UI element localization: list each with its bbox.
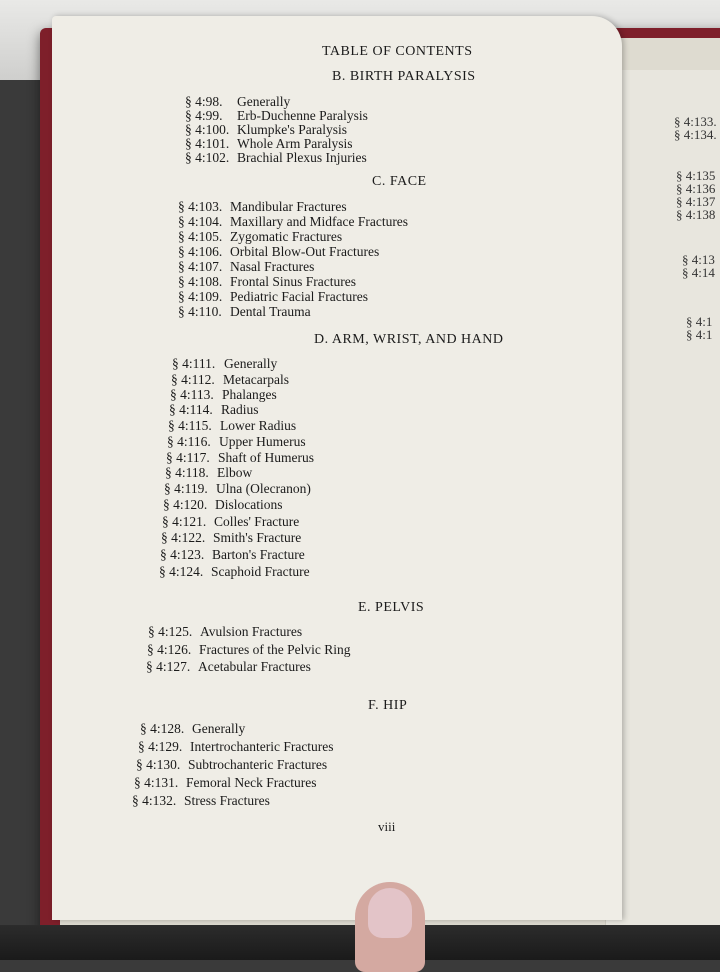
toc-entry: § 4:103. Mandibular Fractures [178,199,347,214]
right-page-fragment: § 4:136 [676,181,716,196]
toc-entry: § 4:113. Phalanges [170,387,277,402]
toc-entry: § 4:130. Subtrochanteric Fractures [136,757,328,772]
toc-entry: § 4:126. Fractures of the Pelvic Ring [147,642,351,657]
toc-entry: § 4:121. Colles' Fracture [162,514,300,529]
section-heading-face: C. FACE [372,174,427,189]
toc-entry: § 4:120. Dislocations [163,497,283,512]
section-heading-birth-paralysis: B. BIRTH PARALYSIS [332,69,476,84]
right-page-fragment: § 4:138 [676,207,716,222]
section-heading-pelvis: E. PELVIS [358,600,425,615]
right-page-fragment: § 4:1 [686,314,713,329]
right-page [605,70,720,930]
toc-entry: § 4:104. Maxillary and Midface Fractures [178,214,409,229]
toc-entry: § 4:106. Orbital Blow-Out Fractures [178,244,380,259]
toc-entry: § 4:112. Metacarpals [171,372,289,387]
toc-entry: § 4:101. Whole Arm Paralysis [185,136,353,151]
toc-entry: § 4:127. Acetabular Fractures [146,659,311,674]
toc-entry: § 4:110. Dental Trauma [178,304,311,319]
toc-entry: § 4:118. Elbow [165,465,253,480]
toc-entry: § 4:117. Shaft of Humerus [166,450,314,465]
toc-entry: § 4:99. Erb-Duchenne Paralysis [185,108,368,123]
toc-entry: § 4:105. Zygomatic Fractures [178,229,343,244]
toc-entry: § 4:107. Nasal Fractures [178,259,315,274]
toc-entry: § 4:124. Scaphoid Fracture [159,564,310,579]
toc-entry: § 4:100. Klumpke's Paralysis [185,122,348,137]
toc-entry: § 4:132. Stress Fractures [132,793,270,808]
right-page-fragment: § 4:14 [682,265,715,280]
section-heading-hip: F. HIP [368,698,408,713]
right-page-fragment: § 4:134. [674,127,717,142]
toc-entry: § 4:114. Radius [169,402,259,417]
toc-entry: § 4:123. Barton's Fracture [160,547,305,562]
toc-page [52,16,622,920]
right-page-fragment: § 4:13 [682,252,715,267]
page-title: TABLE OF CONTENTS [322,44,473,59]
toc-entry: § 4:115. Lower Radius [168,418,297,433]
right-page-fragment: § 4:1 [686,327,713,342]
toc-entry: § 4:98. Generally [185,94,291,109]
toc-entry: § 4:102. Brachial Plexus Injuries [185,150,367,165]
toc-entry: § 4:122. Smith's Fracture [161,530,302,545]
toc-entry: § 4:129. Intertrochanteric Fractures [138,739,334,754]
right-page-fragment: § 4:135 [676,168,716,183]
right-page-fragment: § 4:133. [674,114,717,129]
page-number: viii [378,819,396,834]
right-page-fragment: § 4:137 [676,194,716,209]
toc-entry: § 4:116. Upper Humerus [167,434,306,449]
thumbnail-nail [368,888,412,938]
section-heading-arm-wrist-hand: D. ARM, WRIST, AND HAND [314,332,504,347]
toc-entry: § 4:111. Generally [172,356,278,371]
toc-entry: § 4:131. Femoral Neck Fractures [134,775,317,790]
toc-entry: § 4:119. Ulna (Olecranon) [164,481,311,496]
toc-entry: § 4:128. Generally [140,721,246,736]
toc-entry: § 4:108. Frontal Sinus Fractures [178,274,356,289]
toc-entry: § 4:109. Pediatric Facial Fractures [178,289,368,304]
toc-entry: § 4:125. Avulsion Fractures [148,624,303,639]
